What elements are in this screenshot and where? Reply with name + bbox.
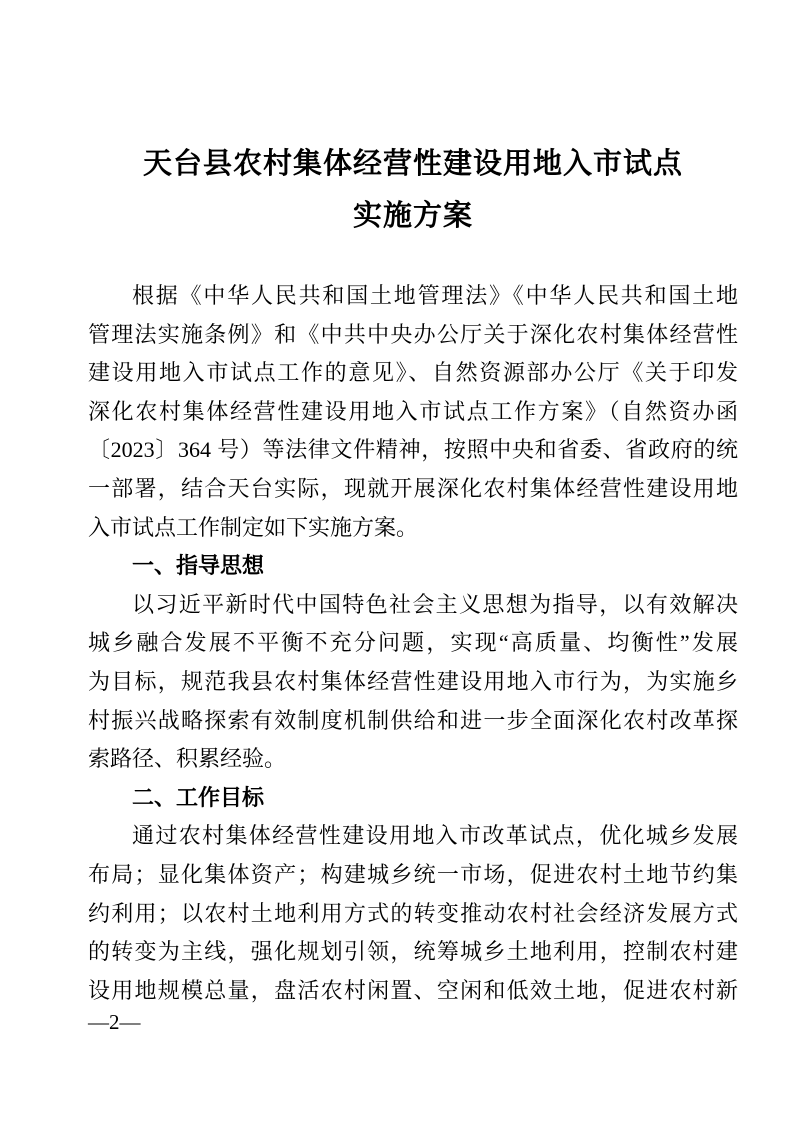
text-line: 为目标，规范我县农村集体经营性建设用地入市行为，为实施乡 (88, 668, 738, 694)
text-line: 入市试点工作制定如下实施方案。 (88, 514, 419, 540)
text-line: 建设用地入市试点工作的意见》、自然资源部办公厅《关于印发 (88, 360, 738, 386)
text-line: 一部署，结合天台实际，现就开展深化农村集体经营性建设用地 (88, 475, 738, 501)
text-line: 〔2023〕364 号）等法律文件精神，按照中央和省委、省政府的统 (88, 437, 738, 463)
text-line: 根据《中华人民共和国土地管理法》《中华人民共和国土地 (132, 283, 738, 308)
document-title-line-1: 天台县农村集体经营性建设用地入市试点 (142, 148, 683, 180)
document-title (88, 138, 738, 242)
text-line: 管理法实施条例》和《中共中央办公厅关于深化农村集体经营性 (88, 321, 738, 347)
text-line: 设用地规模总量，盘活农村闲置、空闲和低效土地，促进农村新 (88, 977, 738, 1003)
text-line: 的转变为主线，强化规划引领，统筹城乡土地利用，控制农村建 (88, 939, 738, 965)
text-line: 深化农村集体经营性建设用地入市试点工作方案》（自然资办函 (88, 398, 738, 424)
document-title-line-2: 实施方案 (352, 200, 473, 232)
document-body (88, 277, 738, 1010)
section-heading: 二、工作目标 (132, 784, 265, 810)
text-line: 城乡融合发展不平衡不充分问题，实现“高质量、均衡性”发展 (88, 630, 739, 656)
section-heading: 一、指导思想 (132, 553, 265, 579)
text-line: 布局；显化集体资产；构建城乡统一市场，促进农村土地节约集 (88, 861, 738, 887)
text-line: 村振兴战略探索有效制度机制供给和进一步全面深化农村改革探 (88, 707, 738, 733)
page-number: —2— (88, 1010, 141, 1034)
text-line: 约利用；以农村土地利用方式的转变推动农村社会经济发展方式 (88, 900, 738, 926)
text-line: 以习近平新时代中国特色社会主义思想为指导，以有效解决 (132, 591, 738, 617)
text-line: 通过农村集体经营性建设用地入市改革试点，优化城乡发展 (132, 823, 738, 849)
text-line: 索路径、积累经验。 (88, 746, 287, 772)
